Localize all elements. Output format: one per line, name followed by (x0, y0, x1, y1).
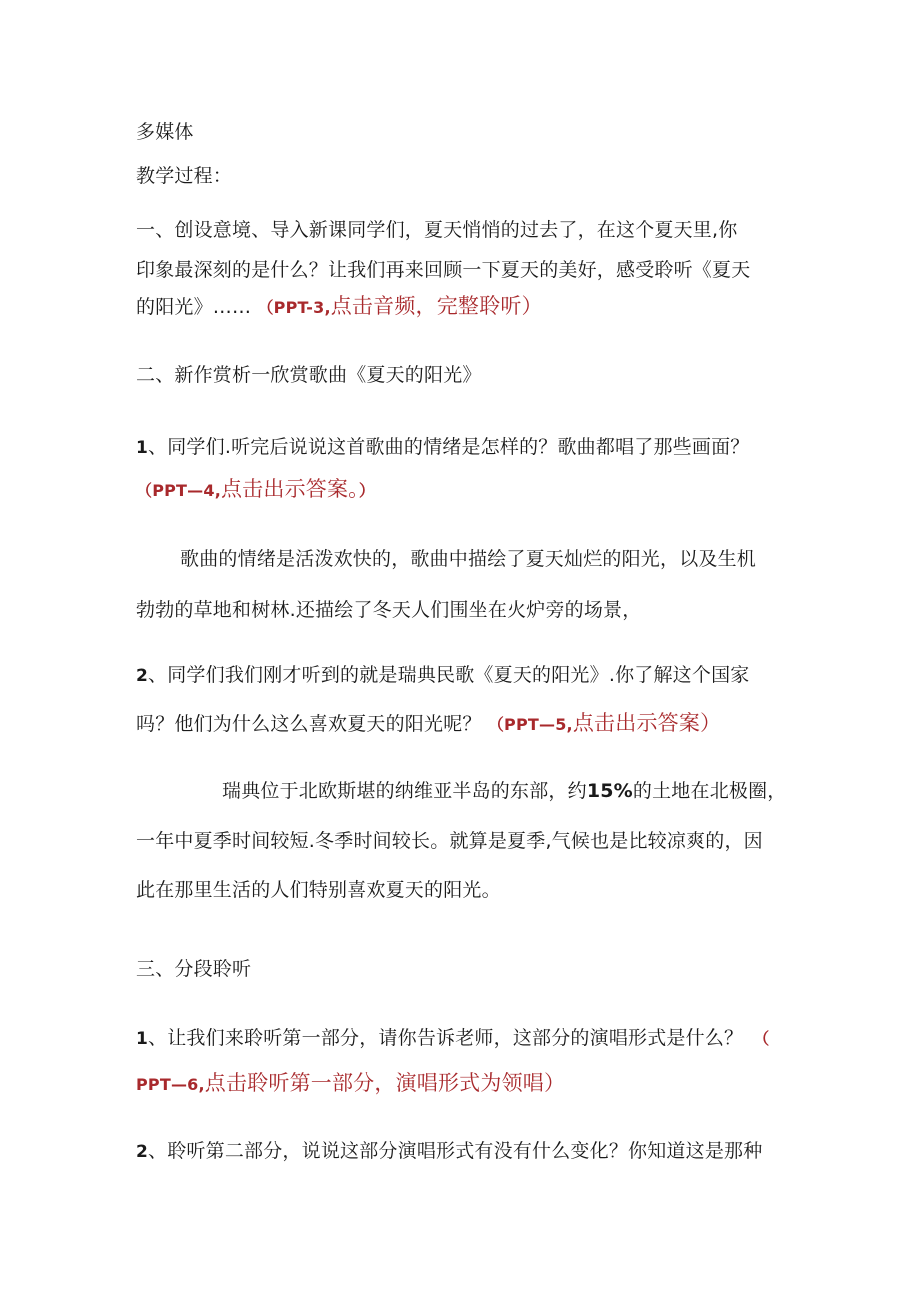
question-four (136, 1138, 762, 1165)
ppt-note-code: （PPT-3, (257, 298, 331, 317)
question-three (136, 1024, 769, 1052)
ppt-note-text: 点击音频，完整聆听） (330, 294, 543, 318)
question-text: 、同学们.听完后说说这首歌曲的情绪是怎样的？歌曲都唱了那些画面？ (148, 436, 750, 458)
section-one-heading: 一、创设意境、导入新课同学们，夏天悄悄的过去了，在这个夏天里,你 (136, 219, 738, 241)
ppt-note-text: 点击出示答案） (572, 711, 722, 735)
ppt-note-code: （PPT—4, (136, 481, 221, 500)
question-text: 吗？他们为什么这么喜欢夏天的阳光呢？ (136, 713, 482, 735)
ppt-note (136, 476, 375, 504)
section-one-text-tail: 的阳光》…… (136, 296, 252, 318)
question-number: 2 (136, 1142, 149, 1162)
section-two-heading: 二、新作赏析一欣赏歌曲《夏天的阳光》 (136, 364, 482, 386)
question-text: 、聆听第二部分，说说这部分演唱形式有没有什么变化？你知道这是那种 (148, 1140, 763, 1162)
question-text: 、让我们来聆听第一部分，请你告诉老师，这部分的演唱形式是什么？ (148, 1027, 744, 1049)
ppt-note-code: （PPT—5, (487, 715, 573, 734)
ppt-note-bracket: （ (753, 1029, 770, 1048)
ppt-note (257, 294, 542, 318)
percentage: 15% (586, 780, 633, 802)
section-one-text: 印象最深刻的是什么？让我们再来回顾一下夏天的美好，感受聆听《夏天 (136, 259, 751, 281)
answer-text: 瑞典位于北欧斯堪的纳维亚半岛的东部，约 (222, 780, 587, 802)
answer-two-cont: 一年中夏季时间较短.冬季时间较长。就算是夏季,气候也是比较凉爽的，因 (136, 830, 763, 852)
question-number: 2 (136, 666, 149, 686)
answer-one-cont: 勃勃的草地和树林.还描绘了冬天人们围坐在火炉旁的场景， (136, 599, 642, 621)
ppt-note (136, 1070, 565, 1098)
section-one-text-end (136, 293, 543, 321)
question-two (136, 662, 749, 689)
question-number: 1 (136, 1029, 149, 1049)
question-text: 、同学们我们刚才听到的就是瑞典民歌《夏天的阳光》.你了解这个国家 (148, 664, 750, 686)
ppt-note-open (753, 1025, 769, 1049)
question-number: 1 (136, 438, 149, 458)
section-three-heading: 三、分段聆听 (136, 958, 252, 980)
question-two-cont (136, 710, 721, 738)
materials-label: 多媒体 (136, 121, 194, 143)
ppt-note-text: 点击出示答案。 (220, 477, 359, 501)
answer-two (222, 778, 787, 804)
ppt-note-code: PPT—6, (136, 1075, 205, 1094)
answer-text: 的土地在北极圈， (632, 780, 787, 802)
answer-two-end: 此在那里生活的人们特别喜欢夏天的阳光。 (136, 879, 501, 901)
ppt-note-text: 点击聆听第一部分，演唱形式为领唱） (204, 1071, 566, 1095)
ppt-note-end: ） (358, 481, 376, 500)
answer-one: 歌曲的情绪是活泼欢快的，歌曲中描绘了夏天灿烂的阳光，以及生机 (180, 548, 757, 570)
teaching-process-heading: 教学过程： (136, 165, 233, 187)
question-one (136, 434, 749, 461)
ppt-note (488, 711, 721, 735)
